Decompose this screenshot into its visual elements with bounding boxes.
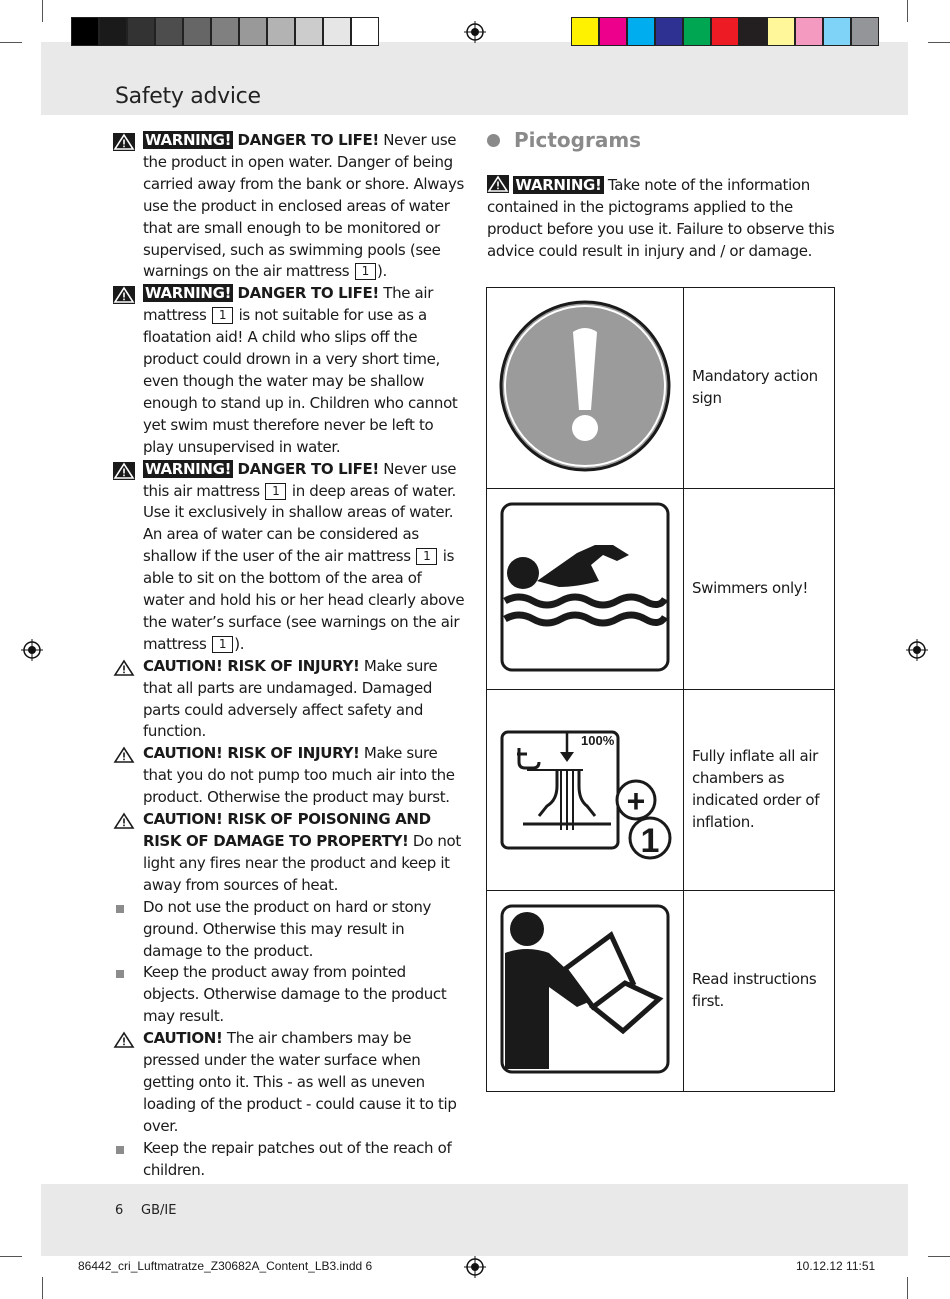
pictogram-table xyxy=(486,287,835,1092)
warning-label: WARNING! xyxy=(145,459,232,478)
mandatory-action-icon xyxy=(487,288,683,484)
crop-mark xyxy=(928,1256,950,1257)
warning-triangle-icon xyxy=(487,175,509,193)
footer-band xyxy=(41,1184,908,1256)
hazard-heading: DANGER TO LIFE! xyxy=(237,459,379,478)
item-text: Never use this air mattress xyxy=(143,459,457,500)
item-text: ). xyxy=(234,634,245,653)
warning-triangle-icon xyxy=(113,462,135,480)
swimmers-only-icon xyxy=(487,489,683,685)
caution-triangle-icon xyxy=(113,659,135,677)
color-swatch xyxy=(711,17,739,46)
crop-mark xyxy=(907,1277,908,1299)
warning-triangle-icon xyxy=(113,133,135,151)
item-text: is not suitable for use as a floatation aid! A child who slips off the product could drown in a very short time, even though the water may be shallow enough to stand up in. Children who cannot yet swim must therefore never be left to play unsupervised in water. xyxy=(143,306,458,456)
hazard-heading: DANGER TO LIFE! xyxy=(237,284,379,303)
caution-triangle-icon xyxy=(113,812,135,830)
language-code: GB/IE xyxy=(141,1203,177,1218)
color-swatch xyxy=(655,17,683,46)
safety-item xyxy=(113,1138,465,1182)
crop-mark xyxy=(42,1277,43,1299)
safety-item xyxy=(113,656,465,744)
color-swatch xyxy=(211,17,239,46)
hazard-heading: CAUTION! RISK OF INJURY! xyxy=(143,744,360,763)
color-swatch xyxy=(267,17,295,46)
color-swatch xyxy=(351,17,379,46)
section-bullet xyxy=(487,134,500,147)
plus-label: + xyxy=(626,783,646,819)
color-swatch xyxy=(323,17,351,46)
pictogram-description: Mandatory action sign xyxy=(684,288,835,489)
warning-label: WARNING! xyxy=(145,284,232,303)
table-row xyxy=(487,690,835,891)
color-swatch xyxy=(127,17,155,46)
color-swatch xyxy=(155,17,183,46)
part-reference: 1 xyxy=(355,263,376,280)
safety-item xyxy=(113,283,465,458)
color-swatch xyxy=(295,17,323,46)
color-swatch xyxy=(823,17,851,46)
part-reference: 1 xyxy=(212,636,233,653)
hazard-heading: CAUTION! RISK OF POISONING AND RISK OF DAMAGE TO PROPERTY! xyxy=(143,810,431,850)
pictogram-cell xyxy=(487,288,684,489)
item-text: The air mattress xyxy=(143,284,434,325)
color-swatch xyxy=(683,17,711,46)
list-bullet xyxy=(116,1146,124,1154)
registration-mark-icon xyxy=(464,1256,486,1278)
color-swatch xyxy=(795,17,823,46)
color-swatch xyxy=(183,17,211,46)
percent-label: 100% xyxy=(581,733,615,748)
hazard-heading: DANGER TO LIFE! xyxy=(237,131,379,149)
item-text: Do not light any fires near the product and keep it away from sources of heat. xyxy=(143,832,461,894)
safety-item xyxy=(113,809,465,897)
pictogram-cell xyxy=(487,690,684,891)
registration-mark-icon xyxy=(906,639,928,661)
page-number: 6 xyxy=(115,1203,124,1218)
color-swatch xyxy=(851,17,879,46)
registration-mark-icon xyxy=(464,21,486,43)
caution-triangle-icon xyxy=(113,746,135,764)
pictogram-cell xyxy=(487,489,684,690)
safety-item xyxy=(113,459,465,656)
part-reference: 1 xyxy=(265,483,286,500)
crop-mark xyxy=(0,42,22,43)
safety-item xyxy=(113,962,465,1028)
caution-triangle-icon xyxy=(113,1031,135,1049)
safety-item xyxy=(113,897,465,963)
safety-item xyxy=(113,743,465,809)
color-swatch xyxy=(99,17,127,46)
part-reference: 1 xyxy=(416,548,437,565)
color-swatch xyxy=(571,17,599,46)
list-bullet xyxy=(116,905,124,913)
date-slug: 10.12.12 11:51 xyxy=(796,1259,876,1273)
warning-label: WARNING! xyxy=(145,131,232,149)
color-swatch xyxy=(767,17,795,46)
pictogram-description: Swimmers only! xyxy=(684,489,835,690)
pictogram-description: Fully inflate all air chambers as indicated order of inflation. xyxy=(684,690,835,891)
item-text: ). xyxy=(376,262,387,281)
safety-advice-list xyxy=(113,130,465,1182)
page-title: Safety advice xyxy=(115,84,261,109)
list-bullet xyxy=(116,970,124,978)
color-swatch xyxy=(739,17,767,46)
crop-mark xyxy=(928,42,950,43)
pictogram-description: Read instructions first. xyxy=(684,891,835,1092)
crop-mark xyxy=(42,0,43,22)
item-text: in deep areas of water. Use it exclusively in shallow areas of water. An area of water can be considered as shallow if the user of the air mattress xyxy=(143,481,456,566)
warning-triangle-icon xyxy=(113,286,135,304)
intro-text: Take note of the information contained in the pictograms applied to the product before you use it. Failure to observe this advice could result in injury and / or damage. xyxy=(487,176,835,260)
item-text: Keep the product away from pointed objects. Otherwise damage to the product may result. xyxy=(143,963,447,1026)
safety-item xyxy=(113,130,465,283)
crop-mark xyxy=(907,0,908,22)
part-reference: 1 xyxy=(212,307,233,324)
warning-label: WARNING! xyxy=(515,176,602,194)
inflate-chambers-icon xyxy=(487,690,683,886)
registration-mark-icon xyxy=(21,639,43,661)
item-text: The air chambers may be pressed under the water surface when getting onto it. This - as well as uneven loading of the product - could cause it to tip over. xyxy=(143,1029,457,1135)
table-row xyxy=(487,489,835,690)
color-swatch xyxy=(71,17,99,46)
item-text: Make sure that you do not pump too much air into the product. Otherwise the product may burst. xyxy=(143,744,455,807)
crop-mark xyxy=(0,1256,22,1257)
item-text: Never use the product in open water. Danger of being carried away from the bank or shore. Always use the product in enclosed areas of water that are small enough to be monitored or supervised, such as swimming pools (see warnings on the air mattress xyxy=(143,131,464,281)
item-text: Keep the repair patches out of the reach of children. xyxy=(143,1138,452,1179)
color-swatch xyxy=(627,17,655,46)
hazard-heading: CAUTION! xyxy=(143,1029,223,1048)
item-text: Do not use the product on hard or stony ground. Otherwise this may result in damage to the product. xyxy=(143,897,432,960)
color-swatch xyxy=(239,17,267,46)
safety-item xyxy=(113,1028,465,1138)
order-number: 1 xyxy=(640,822,660,860)
item-text: Make sure that all parts are undamaged. Damaged parts could adversely affect safety and function. xyxy=(143,656,438,741)
read-instructions-icon xyxy=(487,891,683,1087)
table-row xyxy=(487,288,835,489)
hazard-heading: CAUTION! RISK OF INJURY! xyxy=(143,656,360,675)
pictogram-cell xyxy=(487,891,684,1092)
section-heading: Pictograms xyxy=(514,128,642,152)
file-slug: 86442_cri_Luftmatratze_Z30682A_Content_LB3.indd 6 xyxy=(78,1259,373,1273)
table-row xyxy=(487,891,835,1092)
item-text: is able to sit on the bottom of the area of water and hold his or her head clearly above the water’s surface (see warnings on the air mattress xyxy=(143,547,465,653)
color-swatch xyxy=(599,17,627,46)
pictograms-intro xyxy=(487,175,837,263)
